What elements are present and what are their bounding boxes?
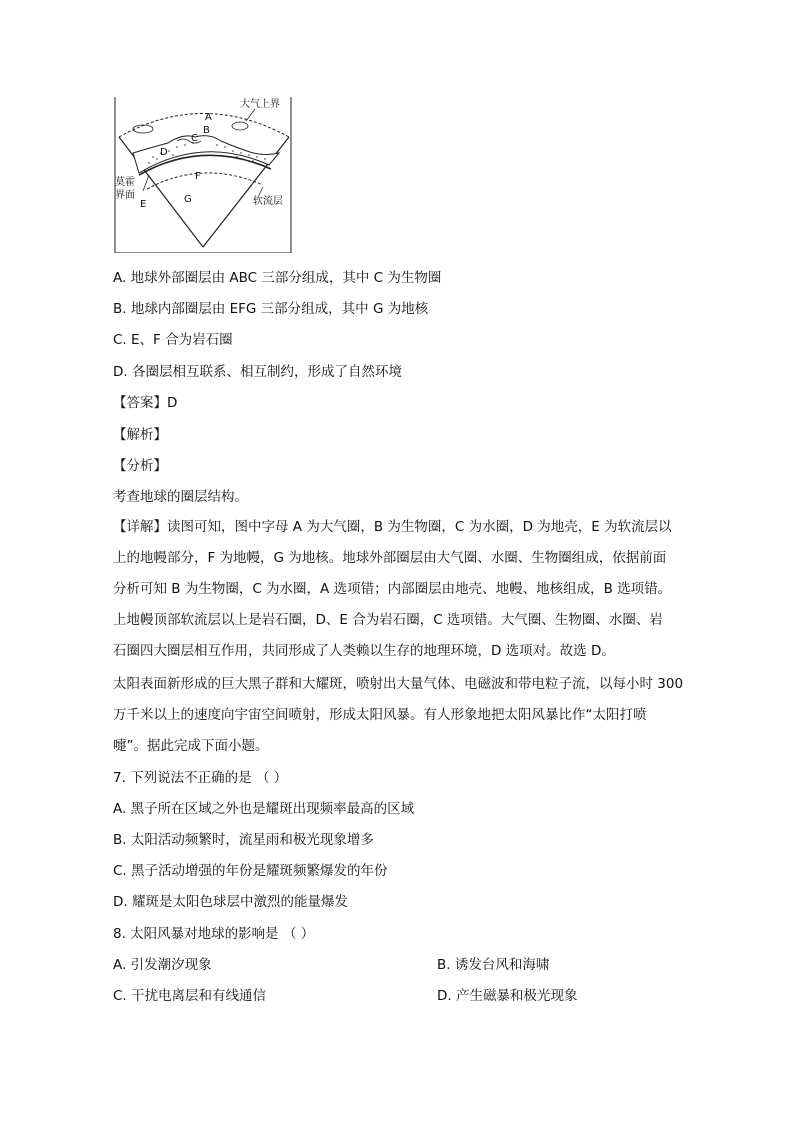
detail-line: 石圈四大圈层相互作用，共同形成了人类赖以生存的地理环境，D 选项对。故选 D。 [113, 643, 615, 659]
detail-line: 分析可知 B 为生物圈，C 为水圈，A 选项错；内部圈层由地壳、地幔、地核组成，B 选项错。 [113, 581, 672, 597]
detail-line: 上地幔顶部软流层以上是岩石圈，D、E 合为岩石圈，C 选项错。大气圈、生物圈、水圈、岩 [113, 612, 663, 628]
label-asthenosphere: 软流层 [253, 196, 283, 207]
detail-line: 【详解】读图可知，图中字母 A 为大气圈，B 为生物圈，C 为水圈，D 为地壳，E 为软流层以 [113, 519, 672, 535]
q7-option-a: A. 黑子所在区域之外也是耀斑出现频率最高的区域 [113, 801, 415, 817]
detail-paragraph [113, 512, 683, 667]
detail-line: 上的地幔部分，F 为地幔，G 为地核。地球外部圈层由大气圈、水圈、生物圈组成，依据前面 [113, 550, 667, 566]
label-moho-2: 界面 [115, 190, 135, 201]
passage-line: 嚏”。据此完成下面小题。 [113, 738, 269, 754]
option-b: B. 地球内部圈层由 EFG 三部分组成，其中 G 为地核 [113, 301, 429, 317]
passage-paragraph [113, 669, 683, 762]
label-F: F [195, 171, 201, 182]
label-G: G [184, 194, 192, 205]
leader-asthenosphere [259, 187, 263, 195]
label-atmosphere-top: 大气上界 [240, 99, 280, 110]
q7-option-d: D. 耀斑是太阳色球层中激烈的能量爆发 [113, 894, 348, 910]
option-d: D. 各圈层相互联系、相互制约，形成了自然环境 [113, 364, 402, 380]
label-moho-1: 莫霍 [115, 177, 135, 188]
analysis-heading: 【解析】 [113, 427, 167, 443]
q8-stem: 8. 太阳风暴对地球的影响是 （ ） [113, 926, 315, 942]
earth-layers-figure [113, 95, 293, 253]
label-C: C [191, 133, 198, 144]
label-A: A [205, 112, 212, 123]
answer: 【答案】D [113, 395, 178, 411]
q7-stem: 7. 下列说法不正确的是 （ ） [113, 770, 288, 786]
q8-option-b: B. 诱发台风和海啸 [437, 957, 550, 973]
label-E: E [140, 199, 147, 210]
q8-option-c: C. 干扰电离层和有线通信 [113, 988, 267, 1004]
q7-option-b: B. 太阳活动频繁时，流星雨和极光现象增多 [113, 832, 374, 848]
label-D: D [160, 147, 168, 158]
q7-option-c: C. 黑子活动增强的年份是耀斑频繁爆发的年份 [113, 863, 388, 879]
q8-option-a: A. 引发潮汐现象 [113, 957, 212, 973]
fenxi-heading: 【分析】 [113, 458, 167, 474]
leader-atmosphere-top [246, 109, 255, 121]
option-c: C. E、F 合为岩石圈 [113, 332, 233, 348]
cloud-left [133, 125, 153, 133]
passage-line: 万千米以上的速度向宇宙空间喷射，形成太阳风暴。有人形象地把太阳风暴比作“太阳打喷 [113, 707, 647, 723]
option-a: A. 地球外部圈层由 ABC 三部分组成，其中 C 为生物圈 [113, 270, 442, 286]
earth-layers-diagram [113, 95, 293, 253]
label-B: B [203, 125, 210, 136]
q8-option-d: D. 产生磁暴和极光现象 [437, 988, 578, 1004]
passage-line: 太阳表面新形成的巨大黑子群和大耀斑，喷射出大量气体、电磁波和带电粒子流，以每小时 300 [113, 676, 684, 692]
asthenosphere-boundary [147, 173, 263, 189]
cloud-right [232, 122, 248, 130]
fenxi-text: 考查地球的圈层结构。 [113, 489, 248, 505]
